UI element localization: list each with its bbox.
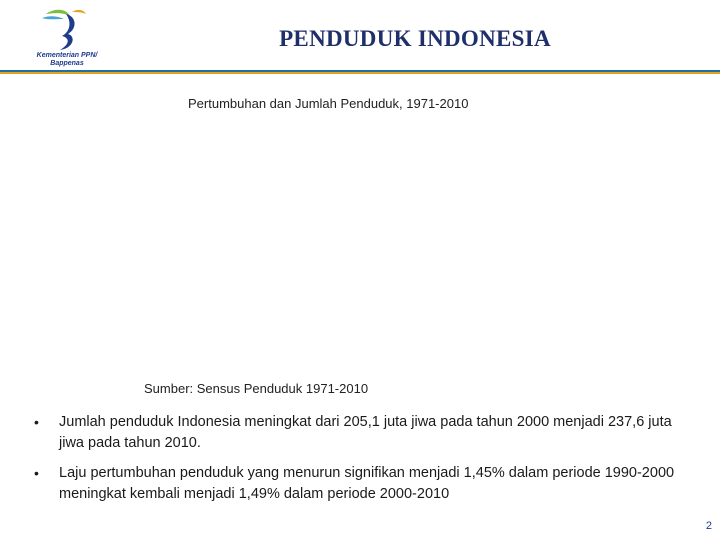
bullet-text: Laju pertumbuhan penduduk yang menurun signifikan menjadi 1,45% dalam periode 1990-2000 meningkat kembali menjadi 1,49% dalam periode 2000-2010 <box>59 465 675 502</box>
bullet-list <box>34 412 684 514</box>
logo-text: Kementerian PPN/ Bappenas <box>36 52 98 67</box>
bullet-icon: • <box>34 465 39 481</box>
page-title: PENDUDUK INDONESIA <box>279 26 551 51</box>
header-divider <box>0 70 720 74</box>
bappenas-logo <box>22 6 112 68</box>
bullet-text: Jumlah penduduk Indonesia meningkat dari 205,1 juta jiwa pada tahun 2000 menjadi 237,6 juta jiwa pada tahun 2010. <box>59 414 672 451</box>
bullet-item <box>34 412 684 454</box>
bappenas-emblem-icon <box>36 6 96 52</box>
chart-title: Pertumbuhan dan Jumlah Penduduk, 1971-2010 <box>188 96 469 111</box>
chart-source: Sumber: Sensus Penduduk 1971-2010 <box>144 381 369 396</box>
bullet-item <box>34 463 684 505</box>
bullet-icon: • <box>34 414 39 430</box>
page-number: 2 <box>705 520 712 532</box>
